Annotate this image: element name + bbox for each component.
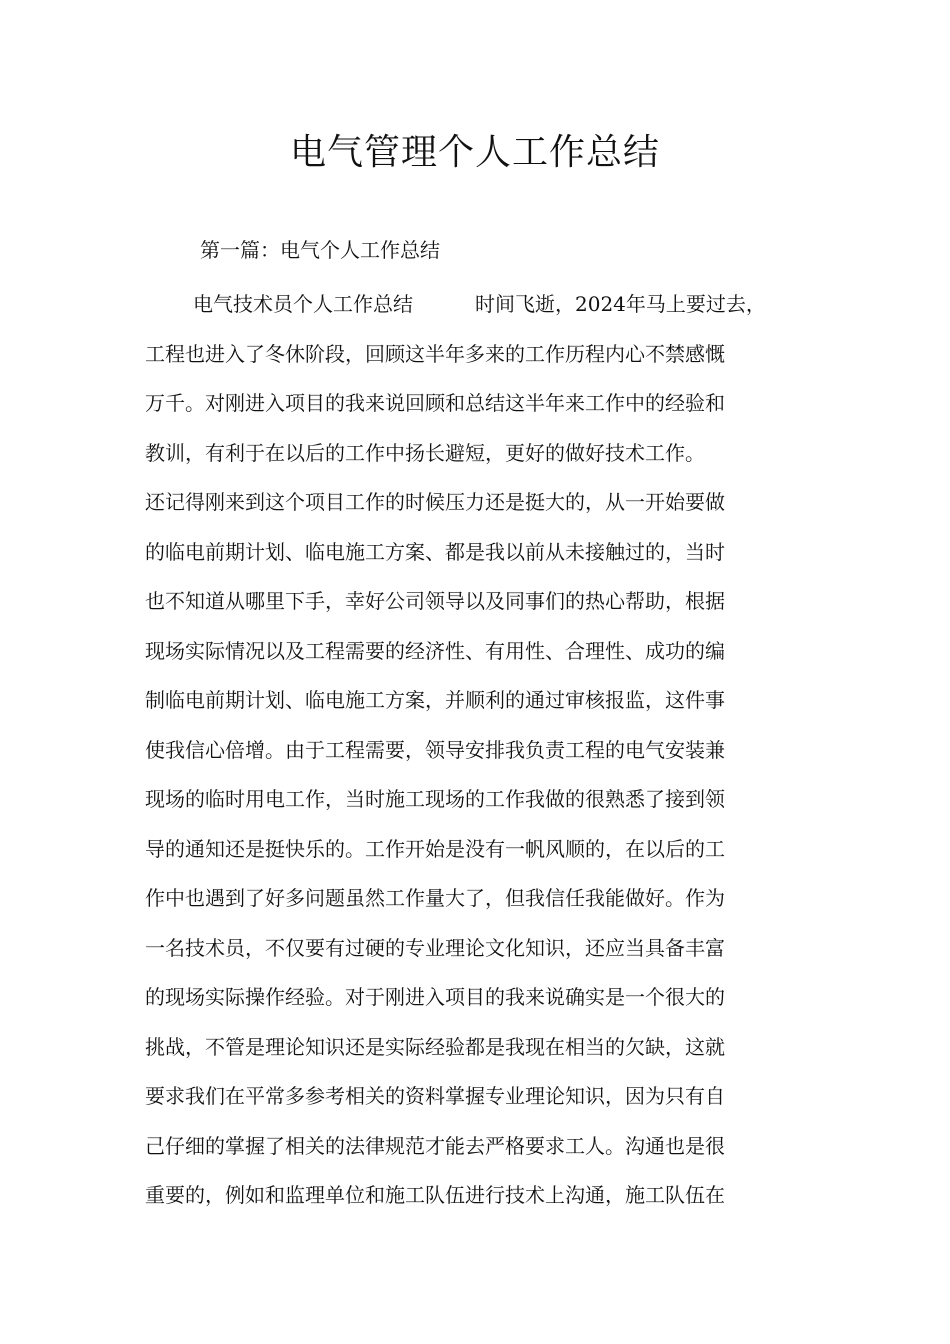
body-line: 一名技术员，不仅要有过硬的专业理论文化知识，还应当具备丰富 bbox=[145, 935, 725, 960]
body-line-text: 时间飞逝，2024年马上要过去， bbox=[475, 292, 766, 316]
body-line: 制临电前期计划、临电施工方案，并顺利的通过审核报监，这件事 bbox=[145, 688, 725, 712]
body-line bbox=[145, 280, 845, 330]
body-line: 现场的临时用电工作，当时施工现场的工作我做的很熟悉了接到领 bbox=[145, 787, 725, 811]
body-line: 现场实际情况以及工程需要的经济性、有用性、合理性、成功的编 bbox=[145, 638, 725, 663]
body-line: 的现场实际操作经验。对于刚进入项目的我来说确实是一个很大的 bbox=[145, 985, 725, 1009]
body-line: 重要的，例如和监理单位和施工队伍进行技术上沟通，施工队伍在 bbox=[145, 1183, 725, 1207]
body-line: 工程也进入了冬休阶段，回顾这半年多来的工作历程内心不禁感慨 bbox=[145, 341, 725, 366]
body-line: 教训，有利于在以后的工作中扬长避短，更好的做好技术工作。 bbox=[145, 440, 705, 465]
body-line: 还记得刚来到这个项目工作的时候压力还是挺大的，从一开始要做 bbox=[145, 490, 725, 514]
body-line: 万千。对刚进入项目的我来说回顾和总结这半年来工作中的经验和 bbox=[145, 391, 725, 415]
body-line: 己仔细的掌握了相关的法律规范才能去严格要求工人。沟通也是很 bbox=[145, 1133, 725, 1158]
body-line: 使我信心倍增。由于工程需要，领导安排我负责工程的电气安装兼 bbox=[145, 737, 725, 762]
report-subtitle: 电气技术员个人工作总结 bbox=[193, 292, 413, 316]
body-line: 作中也遇到了好多问题虽然工作量大了，但我信任我能做好。作为 bbox=[145, 886, 725, 910]
body-line: 的临电前期计划、临电施工方案、都是我以前从未接触过的，当时 bbox=[145, 539, 725, 564]
body-line: 也不知道从哪里下手，幸好公司领导以及同事们的热心帮助，根据 bbox=[145, 589, 725, 613]
section-heading: 第一篇：电气个人工作总结 bbox=[200, 238, 440, 262]
document-title: 电气管理个人工作总结 bbox=[289, 132, 660, 173]
body-line: 要求我们在平常多参考相关的资料掌握专业理论知识，因为只有自 bbox=[145, 1084, 725, 1108]
body-text bbox=[145, 280, 845, 1221]
body-line: 导的通知还是挺快乐的。工作开始是没有一帆风顺的，在以后的工 bbox=[145, 836, 725, 861]
body-line: 挑战，不管是理论知识还是实际经验都是我现在相当的欠缺，这就 bbox=[145, 1034, 725, 1059]
